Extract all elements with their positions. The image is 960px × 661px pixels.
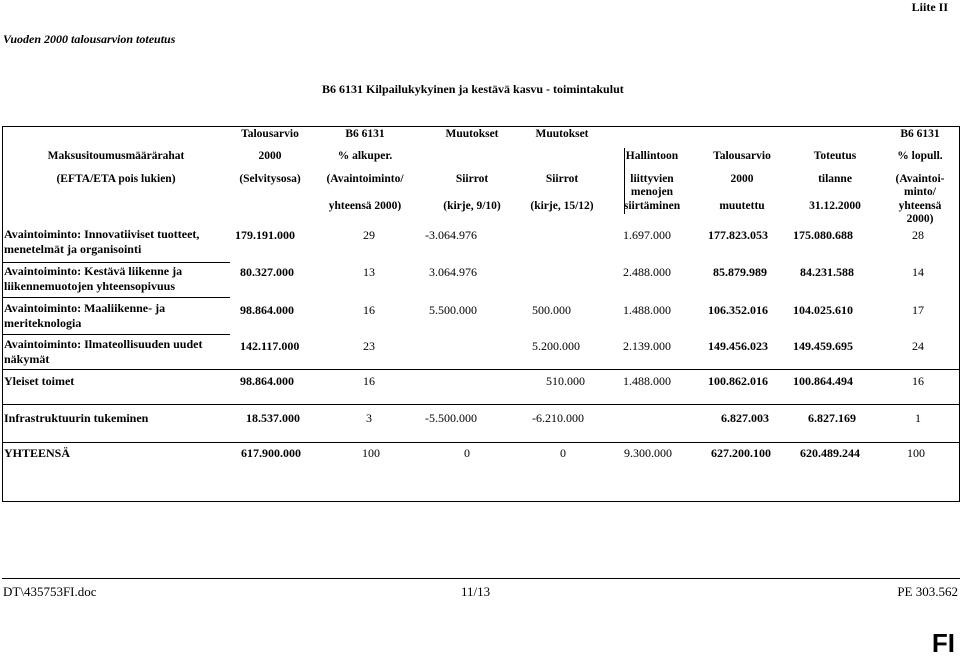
execution-cell: 149.459.695 (793, 339, 853, 353)
change1-cell: -5.500.000 (425, 411, 477, 425)
row-separator (2, 369, 960, 370)
change1-cell: -3.064.976 (425, 228, 477, 242)
annex-label: Liite II (911, 0, 948, 14)
row-label: Avaintoiminto: Kestävä liikenne ja liikennemuotojen yhteensopivuus (4, 264, 183, 293)
pct-orig-cell: 100 (362, 446, 380, 460)
table-bottom-border (2, 501, 960, 502)
amended-cell: 6.827.003 (721, 411, 769, 425)
pct-final-cell: 28 (912, 228, 924, 242)
footer-pe-ref: PE 303.562 (897, 584, 958, 599)
admin-cell: 2.488.000 (623, 265, 671, 279)
execution-cell: 620.489.244 (800, 446, 860, 460)
change1-cell: 3.064.976 (429, 265, 477, 279)
budget-cell: 18.537.000 (246, 411, 300, 425)
row-label: YHTEENSÄ (4, 446, 71, 460)
budget-cell: 617.900.000 (241, 446, 301, 460)
pct-final-cell: 14 (912, 265, 924, 279)
footer-doc-ref: DT\435753FI.doc (3, 584, 97, 599)
amended-cell: 627.200.100 (711, 446, 771, 460)
row-label: Avaintoiminto: Maaliikenne- ja meriteknologia (4, 301, 166, 330)
execution-cell: 104.025.610 (793, 303, 853, 317)
execution-cell: 100.864.494 (793, 374, 853, 388)
pct-final-cell: 17 (912, 303, 924, 317)
document-title: Vuoden 2000 talousarvion toteutus (3, 32, 176, 46)
pct-orig-cell: 3 (366, 411, 372, 425)
pct-final-cell: 16 (912, 374, 924, 388)
amended-cell: 100.862.016 (708, 374, 768, 388)
row-label: Yleiset toimet (4, 374, 75, 388)
change2-cell: -6.210.000 (532, 411, 584, 425)
row-separator (2, 262, 230, 263)
admin-cell: 1.488.000 (623, 374, 671, 388)
change1-cell: 0 (464, 446, 470, 460)
row-separator (2, 442, 960, 443)
budget-cell: 179.191.000 (235, 228, 295, 242)
pct-orig-cell: 16 (363, 303, 375, 317)
row-separator (2, 297, 230, 298)
budget-cell: 98.864.000 (240, 303, 294, 317)
change2-cell: 510.000 (546, 374, 585, 388)
admin-cell: 9.300.000 (624, 446, 672, 460)
table-title: B6 6131 Kilpailukykyinen ja kestävä kasvu - toimintakulut (322, 82, 624, 96)
execution-cell: 6.827.169 (808, 411, 856, 425)
row-label: Infrastruktuurin tukeminen (4, 411, 149, 425)
pct-final-cell: 100 (907, 446, 925, 460)
budget-cell: 142.117.000 (240, 339, 300, 353)
amended-cell: 85.879.989 (713, 265, 767, 279)
amended-cell: 177.823.053 (708, 228, 768, 242)
amended-cell: 106.352.016 (708, 303, 768, 317)
footer-page-number: 11/13 (461, 584, 491, 599)
execution-cell: 84.231.588 (800, 265, 854, 279)
row-label: Avaintoiminto: Innovatiiviset tuotteet, menetelmät ja organisointi (4, 227, 200, 256)
pct-orig-cell: 23 (363, 339, 375, 353)
language-code: FI (931, 628, 955, 658)
change2-cell: 5.200.000 (532, 339, 580, 353)
pct-orig-cell: 16 (363, 374, 375, 388)
budget-cell: 98.864.000 (240, 374, 294, 388)
change2-cell: 0 (560, 446, 566, 460)
row-label: Avaintoiminto: Ilmateollisuuden uudet näkymät (4, 337, 203, 366)
pct-orig-cell: 29 (363, 228, 375, 242)
pct-final-cell: 24 (912, 339, 924, 353)
change2-cell: 500.000 (532, 303, 571, 317)
row-separator (2, 404, 960, 405)
admin-cell: 2.139.000 (623, 339, 671, 353)
admin-cell: 1.488.000 (623, 303, 671, 317)
pct-orig-cell: 13 (363, 265, 375, 279)
footer-rule (2, 578, 960, 579)
row-separator (2, 334, 230, 335)
pct-final-cell: 1 (915, 411, 921, 425)
budget-cell: 80.327.000 (240, 265, 294, 279)
amended-cell: 149.456.023 (708, 339, 768, 353)
execution-cell: 175.080.688 (793, 228, 853, 242)
change1-cell: 5.500.000 (429, 303, 477, 317)
admin-cell: 1.697.000 (623, 228, 671, 242)
